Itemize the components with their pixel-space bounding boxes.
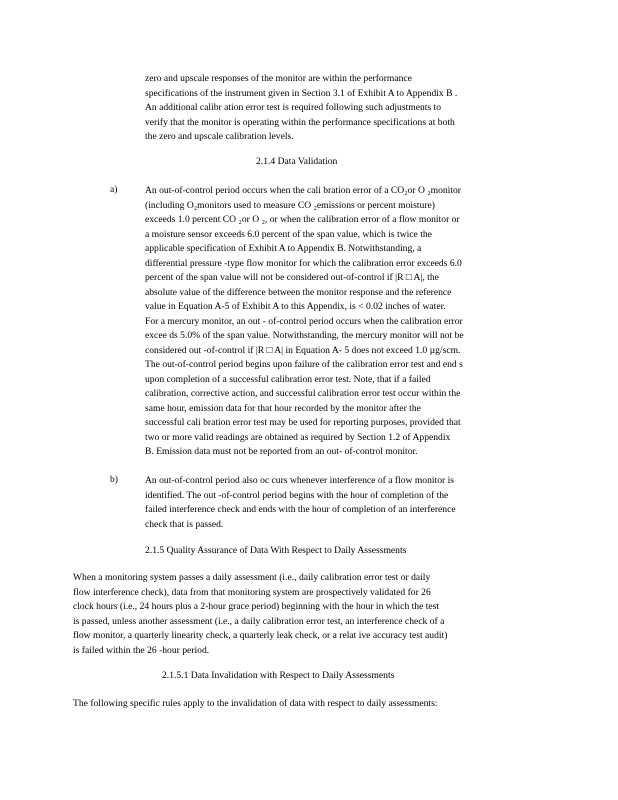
section-2-1-5-1-paragraph (73, 697, 437, 712)
text-line: absolute value of the difference between the monitor response and the reference (145, 286, 452, 298)
text-line: When a monitoring system passes a daily assessment (i.e., daily calibration error test or daily (73, 572, 431, 583)
text-line: check that is passed. (145, 518, 224, 530)
text-line: excee ds 5.0% of the span value. Notwithstanding, the mercury monitor will not be (145, 330, 464, 341)
text-line: identified. The out -of-control period begins with the hour of completion of the (145, 489, 449, 501)
text-line: An out-of-control period occurs when the cali bration error of a CO₂or O ₂monitor (145, 185, 461, 196)
text-line: same hour, emission data for that hour recorded by the monitor after the (145, 402, 421, 414)
text-line: An additional calibr ation error test is required following such adjustments to (145, 102, 442, 113)
text-line: differential pressure -type flow monitor for which the calibration error exceeds 6.0 (145, 257, 462, 269)
item-b-paragraph (145, 474, 456, 532)
text-line: zero and upscale responses of the monitor are within the performance (145, 73, 412, 84)
text-line: considered out -of-control if |R □ A| in Equation A- 5 does not exceed 1.0 µg/scm. (145, 344, 461, 356)
text-line: failed interference check and ends with the hour of completion of an interference (145, 504, 456, 515)
text-line: For a mercury monitor, an out - of-control period occurs when the calibration error (145, 315, 463, 327)
section-heading-2-1-5-1: 2.1.5.1 Data Invalidation with Respect to Daily Assessments (162, 670, 395, 681)
text-line: applicable specification of Exhibit A to Appendix B. Notwithstanding, a (145, 243, 422, 254)
text-line: specifications of the instrument given in Section 3.1 of Exhibit A to Appendix B . (145, 87, 458, 99)
text-line: flow interference check), data from that monitoring system are prospectively validated for 26 (73, 586, 431, 598)
list-marker-b: b) (110, 474, 118, 485)
text-line: is passed, unless another assessment (i.e., a daily calibration error test, an interference check of a (73, 615, 445, 627)
text-line: two or more valid readings are obtained as required by Section 1.2 of Appendix (145, 431, 451, 443)
text-line: clock hours (i.e., 24 hours plus a 2-hour grace period) beginning with the hour in which the test (73, 601, 440, 612)
text-line: the zero and upscale calibration levels. (145, 131, 294, 142)
text-line: The following specific rules apply to the invalidation of data with respect to daily assessments: (73, 698, 438, 709)
text-line: upon completion of a successful calibration error test. Note, that if a failed (145, 373, 431, 385)
text-line: B. Emission data must not be reported from an out- of-control monitor. (145, 446, 418, 457)
text-line: percent of the span value will not be considered out-of-control if |R □ A|, the (145, 272, 439, 283)
text-line: calibration, corrective action, and successful calibration error test occur within the (145, 388, 461, 399)
text-line: successful cali bration error test may be used for reporting purposes, provided that (145, 417, 461, 428)
text-line: exceeds 1.0 percent CO ₂or O ₂, or when the calibration error of a flow monitor or (145, 214, 460, 225)
text-line: flow monitor, a quarterly linearity check, a quarterly leak check, or a relat ive accuracy test audit) (73, 630, 448, 641)
section-heading-2-1-5: 2.1.5 Quality Assurance of Data With Respect to Daily Assessments (145, 545, 407, 556)
text-line: (including O₂monitors used to measure CO ₂emissions or percent moisture) (145, 199, 435, 211)
text-line: value in Equation A-5 of Exhibit A to this Appendix, is < 0.02 inches of water. (145, 301, 446, 312)
intro-paragraph (145, 72, 457, 145)
text-line: is failed within the 26 -hour period. (73, 644, 210, 656)
item-a-paragraph (145, 184, 464, 460)
text-line: An out-of-control period also oc curs whenever interference of a flow monitor is (145, 475, 455, 486)
text-line: The out-of-control period begins upon failure of the calibration error test and end s (145, 359, 463, 370)
text-line: a moisture sensor exceeds 6.0 percent of the span value, which is twice the (145, 228, 432, 240)
text-line: verify that the monitor is operating within the performance specifications at both (145, 116, 455, 128)
section-2-1-5-paragraph (73, 571, 447, 658)
list-marker-a: a) (110, 184, 118, 195)
section-heading-2-1-4: 2.1.4 Data Validation (256, 156, 338, 167)
